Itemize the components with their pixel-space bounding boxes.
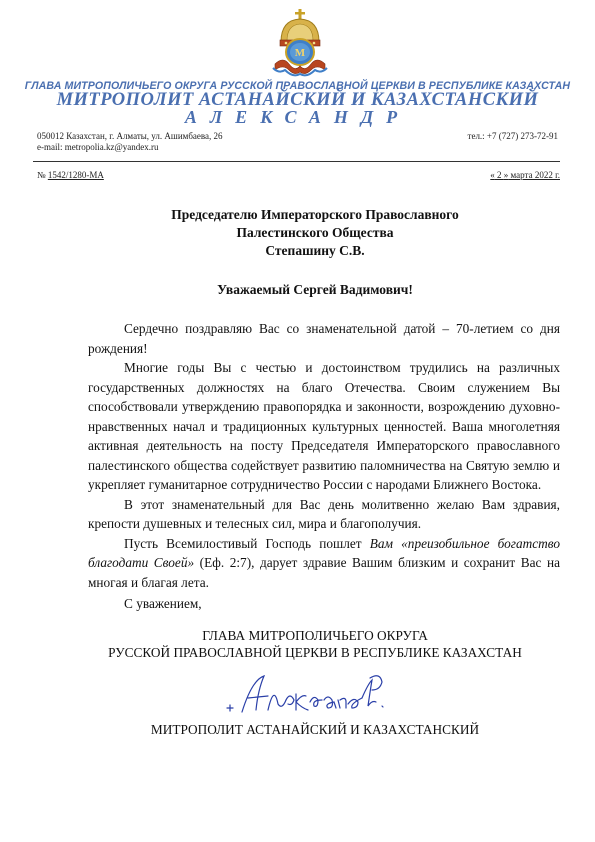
body-paragraph-3: В этот знаменательный для Вас день молитвенно желаю Вам здравия, крепости душевных и телесных сил, мира и благополучия. [88,496,560,531]
letterhead-address: 050012 Казахстан, г. Алматы, ул. Ашимбаева, 26 [37,131,223,141]
body-paragraph-1: Сердечно поздравляю Вас со знаменательной датой – 70-летием со дня рождения! [88,321,560,356]
scripture-quote: Вам «преизобильное богатство благодати Своей» [88,535,560,570]
body-paragraph-4-start: Пусть Всемилостивый Господь пошлет [124,535,370,551]
date-close-quote: » [503,170,509,180]
header-divider [33,161,560,162]
addressee-line-3: Степашину С.В. [265,243,365,258]
addressee-line-2: Палестинского Общества [236,225,394,240]
signatory-title-3: МИТРОПОЛИТ АСТАНАЙСКИЙ И КАЗАХСТАНСКИЙ [150,722,480,737]
date-day: 2 [494,170,504,180]
closing: С уважением, [124,596,202,611]
letterhead-phone: тел.: +7 (727) 273-72-91 [467,131,558,141]
body-paragraph-2: Многие годы Вы с честью и достоинством трудились на различных государственных должностях на благо Отечества. Своим служением Вы способствовали утверждению правопорядка и законности, возрождению духовно-нравственных начал и традиционных культурных ценностей. Ваша многолетняя активная деятельность на посту Председателя Императорского православного палестинского общества содействует развитию паломничества на Святую землю и укрепляет гуманитарное сотрудничество России с народами Ближнего Востока. [88,360,560,492]
document-number-prefix: № [37,170,48,180]
letterhead-email: e-mail: metropolia.kz@yandex.ru [37,142,159,152]
date-rest: марта 2022 г. [508,170,560,180]
letterhead-organization: ГЛАВА МИТРОПОЛИЧЬЕГО ОКРУГА РУССКОЙ ПРАВОСЛАВНОЙ ЦЕРКВИ В РЕСПУБЛИКЕ КАЗАХСТАН [24,80,571,92]
date-open-quote: « [490,170,495,180]
addressee-line-1: Председателю Императорского Православного [171,207,459,222]
salutation: Уважаемый Сергей Вадимович! [217,282,413,297]
document-number [37,170,104,180]
svg-text:М: М [294,47,306,59]
handwritten-signature [222,670,402,720]
document-date [490,170,560,180]
signatory-title-2: РУССКОЙ ПРАВОСЛАВНОЙ ЦЕРКВИ В РЕСПУБЛИКЕ КАЗАХСТАН [108,645,522,660]
body-paragraph-4-end: (Еф. 2:7), дарует здравие Вашим близким и сохранит Вас на многая и благая лета. [88,555,561,590]
letterhead-name: АЛЕКСАНДР [184,107,411,127]
signatory-title-1: ГЛАВА МИТРОПОЛИЧЬЕГО ОКРУГА [202,628,428,643]
metropolitan-district-emblem-icon [271,8,329,78]
letter-body [88,319,560,592]
document-number-value: 1542/1280-МА [47,170,104,180]
body-paragraph-4 [88,534,560,593]
letterhead-title: МИТРОПОЛИТ АСТАНАЙСКИЙ И КАЗАХСТАНСКИЙ [56,90,539,110]
